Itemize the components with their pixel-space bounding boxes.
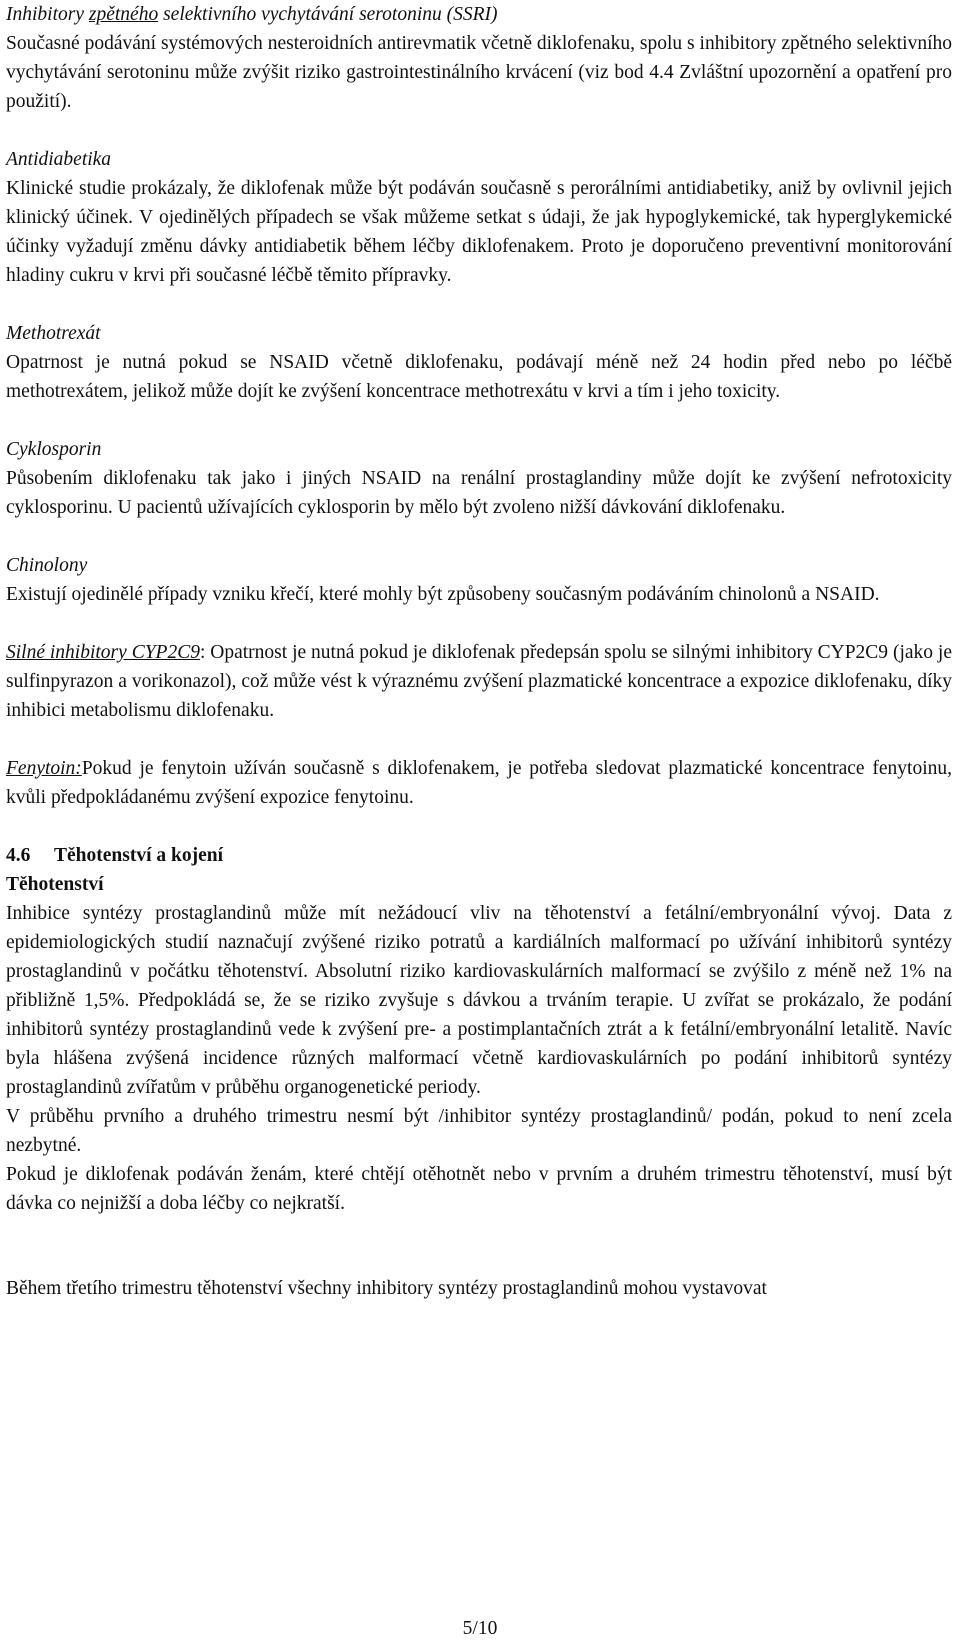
ssri-heading — [6, 0, 952, 29]
methotrexat-body: Opatrnost je nutná pokud se NSAID včetně diklofenaku, podávají méně než 24 hodin před nebo po léčbě methotrexátem, jelikož může dojít ke zvýšení koncentrace methotrexátu v krvi a tím i jeho toxicity. — [6, 352, 952, 402]
chinolony-body: Existují ojedinělé případy vzniku křečí, které mohly být způsobeny současným podáváním chinolonů a NSAID. — [6, 584, 880, 605]
cyp2c9-body: : Opatrnost je nutná pokud je diklofenak předepsán spolu se silnými inhibitory CYP2C9 (jako je sulfinpyrazon a vorikonazol), což může vést k výraznému zvýšení plazmatické koncentrace a expozice diklofenaku, díky inhibici metabolismu diklofenaku. — [6, 642, 952, 721]
cyp2c9-label: Silné inhibitory CYP2C9 — [6, 642, 200, 663]
section-paragraph-3: Pokud je diklofenak podáván ženám, které chtějí otěhotnět nebo v prvním a druhém trimestru těhotenství, musí být dávka co nejnižší a doba léčby co nejkratší. — [6, 1164, 952, 1214]
section-subheading: Těhotenství — [6, 874, 104, 895]
fenytoin-label: Fenytoin: — [6, 758, 82, 779]
fenytoin-paragraph — [6, 754, 952, 812]
methotrexat-heading: Methotrexát — [6, 323, 101, 344]
section-paragraph-1: Inhibice syntézy prostaglandinů může mít nežádoucí vliv na těhotenství a fetální/embryonální vývoj. Data z epidemiologických studií naznačují zvýšené riziko potratů a kardiálních malformací po užívání inhibitorů syntézy prostaglandinů v počátku těhotenství. Absolutní riziko kardiovaskulárních malformací se zvýšilo z méně než 1% na přibližně 1,5%. Předpokládá se, že se riziko zvyšuje s dávkou a trváním terapie. U zvířat se prokázalo, že podání inhibitorů syntézy prostaglandinů vede k zvýšení pre- a postimplantačních ztrát a k fetální/embryonální letalitě. Navíc byla hlášena zvýšená incidence různých malformací včetně kardiovaskulárních po podání inhibitorů syntézy prostaglandinů zvířatům v průběhu organogenetické periody. — [6, 903, 952, 1098]
page-number: 5/10 — [462, 1618, 498, 1639]
ssri-heading-text-end: selektivního vychytávání serotoninu (SSRI) — [158, 4, 498, 25]
ssri-heading-underlined: zpětného — [88, 4, 159, 25]
section-paragraph-4: Během třetího trimestru těhotenství všechny inhibitory syntézy prostaglandinů mohou vystavovat — [6, 1278, 767, 1299]
cyp2c9-paragraph — [6, 638, 952, 725]
ssri-body: Současné podávání systémových nesteroidních antirevmatik včetně diklofenaku, spolu s inhibitory zpětného selektivního vychytávání serotoninu může zvýšit riziko gastrointestinálního krvácení (viz bod 4.4 Zvláštní upozornění a opatření pro použití). — [6, 33, 952, 112]
cyklosporin-heading: Cyklosporin — [6, 439, 102, 460]
section-title-text: Těhotenství a kojení — [54, 845, 224, 866]
document-page — [6, 0, 952, 1303]
antidiabetika-body: Klinické studie prokázaly, že diklofenak může být podáván současně s perorálními antidiabetiky, aniž by ovlivnil jejich klinický účinek. V ojedinělých případech se však můžeme setkat s údaji, že jak hypoglykemické, tak hyperglykemické účinky vyžadují změnu dávky antidiabetik během léčby diklofenakem. Proto je doporučeno preventivní monitorování hladiny cukru v krvi při současné léčbě těmito přípravky. — [6, 178, 952, 286]
antidiabetika-heading: Antidiabetika — [6, 149, 112, 170]
chinolony-heading: Chinolony — [6, 555, 88, 576]
section-number: 4.6 — [6, 845, 31, 866]
section-title — [6, 841, 952, 870]
ssri-heading-text: Inhibitory — [6, 4, 89, 25]
fenytoin-body: Pokud je fenytoin užíván současně s diklofenakem, je potřeba sledovat plazmatické koncentrace fenytoinu, kvůli předpokládanému zvýšení expozice fenytoinu. — [6, 758, 952, 808]
section-paragraph-2: V průběhu prvního a druhého trimestru nesmí být /inhibitor syntézy prostaglandinů/ podán, pokud to není zcela nezbytné. — [6, 1106, 952, 1156]
cyklosporin-body: Působením diklofenaku tak jako i jiných NSAID na renální prostaglandiny může dojít ke zvýšení nefrotoxicity cyklosporinu. U pacientů užívajících cyklosporin by mělo být zvoleno nižší dávkování diklofenaku. — [6, 468, 952, 518]
